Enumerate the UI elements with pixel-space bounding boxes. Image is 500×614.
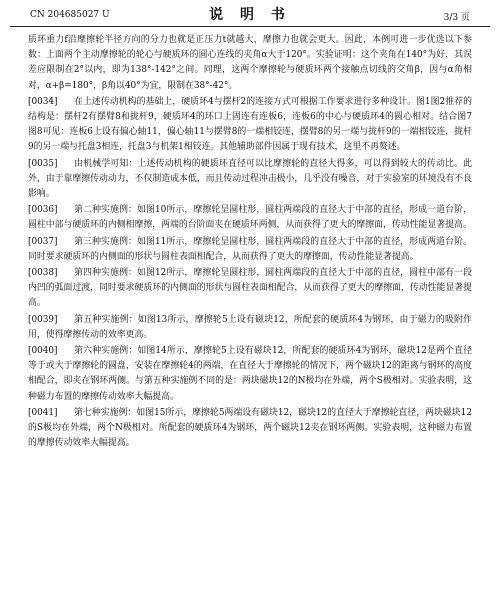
- paragraph-text: 第二种实施例：如图10所示，摩擦轮呈圆柱形，圆柱两端段的直径大于中部的直径，形成一道台阶，圆柱中部与硬质环的内侧相摩擦，两端的台阶面夹在硬质环两侧，从而获得了更大的摩擦面，传动性能显著提高。: [28, 205, 472, 231]
- paragraph-number: [0038]: [28, 268, 58, 279]
- paragraph-continued: [28, 33, 472, 94]
- paragraph-text: 质环重力f沿摩擦轮半径方向的分力也就是正压力t就越大，摩擦力也就会更大。因此，本例可进一步优选以下参数：上面两个主动摩擦轮的轮心与硬质环的圆心连线的夹角α大于120°。实验证明：这个夹角在140°为好，其误差应限制在2°以内，即为138°-142°之间。同理，这两个摩擦轮与硬质环两个接触点切线的交角β，因与α角相对，α+β=180°，β角以40°为宜，限制在38°-42°。: [28, 35, 472, 91]
- page-number: 3/3 页: [443, 13, 470, 23]
- document-body: [10, 27, 490, 451]
- paragraph-text: 第四种实施例：如图12所示，摩擦轮呈圆柱形，圆柱两端段的直径大于中部的直径，圆柱中部有一段内凹的弧面过渡，同时要求硬质环的内侧面的形状与圆柱表面相配合，从而获得了更大的摩擦面，传动性能显著提高。: [28, 268, 472, 309]
- document-title: 说 明 书: [209, 7, 291, 23]
- paragraph-0037: [28, 235, 472, 265]
- paragraph-0036: [28, 203, 472, 233]
- paragraph-0038: [28, 266, 472, 312]
- paragraph-number: [0037]: [28, 236, 58, 247]
- paragraph-0040: [28, 344, 472, 405]
- paragraph-number: [0041]: [28, 407, 58, 418]
- paragraph-0035: [28, 157, 472, 203]
- paragraph-number: [0039]: [28, 314, 58, 325]
- paragraph-number: [0035]: [28, 158, 58, 169]
- page-header: [10, 0, 490, 27]
- paragraph-text: 由机械学可知：上述传动机构的硬质环直径可以比摩擦轮的直径大得多，可以得到较大的传动比。此外，由于靠摩擦传动动力，不仅制造成本低，而且传动过程冲击极小，几乎没有噪音，对于实验室的环境没有不良影响。: [28, 158, 472, 200]
- paragraph-text: 第七种实施例：如图15所示，摩擦轮5两端设有磁块12，磁块12的直径大于摩擦轮直径，两块磁块12的S极均在外端，两个N极相对。所配套的硬质环4为钢环，两个磁块12夹在钢环两侧。实验表明，这种磁力布置的摩擦传动效率大幅提高。: [28, 407, 472, 449]
- paragraph-text: 第三种实施例：如图11所示，摩擦轮呈圆柱形，圆柱两端段的直径大于中部的直径，形成两道台阶。同时要求硬质环的内侧面的形状与圆柱表面相配合，从而获得了更大的摩擦面，传动性能显著提高。: [28, 236, 472, 262]
- paragraph-0041: [28, 406, 472, 452]
- paragraph-number: [0036]: [28, 205, 58, 216]
- paragraph-text: 第五种实施例：如图13所示，摩擦轮5上设有磁块12，所配套的硬质环4为钢环，由于磁力的吸附作用，使得摩擦传动的效率更高。: [28, 314, 472, 340]
- paragraph-number: [0040]: [28, 346, 58, 357]
- paragraph-0039: [28, 313, 472, 343]
- paragraph-0034: [28, 95, 472, 156]
- patent-number: CN 204685027 U: [30, 10, 110, 20]
- paragraph-text: 第六种实施例：如图14所示，摩擦轮5上设有磁块12，所配套的硬质环4为钢环，磁块12是两个直径等于或大于摩擦轮的圆盘，安装在摩擦轮4的两端，在直径大于摩擦轮的情况下，两个磁块12的距离与钢环的高度相配合，即夹在钢环两侧。与第五种实施例不同的是：两块磁块12的N极均在外端，两个S极相对。实验表明，这种磁力布置的摩擦传动效率大幅提高。: [28, 346, 472, 402]
- paragraph-text: 在上述传动机构的基础上，硬质环4与摆杆2的连接方式可根据工作要求进行多种设计。图1图2推荐的结构是：摆杆2有摆臂8和拢杆9，硬质环4的环口上固连有连板6，连板6的中心与硬质环4的圆心相对。结合图7图8可见：连板6上设有偏心轴11，偏心轴11与摆臂8的一端相铰连，摆臂8的另一端与拢杆9的一端相铰连，拢杆9的另一端与托盘3相连，托盘3与机架1相铰连。其他辅助部件因属于现有技术，这里不再赘述。: [28, 96, 472, 153]
- paragraph-number: [0034]: [28, 96, 58, 107]
